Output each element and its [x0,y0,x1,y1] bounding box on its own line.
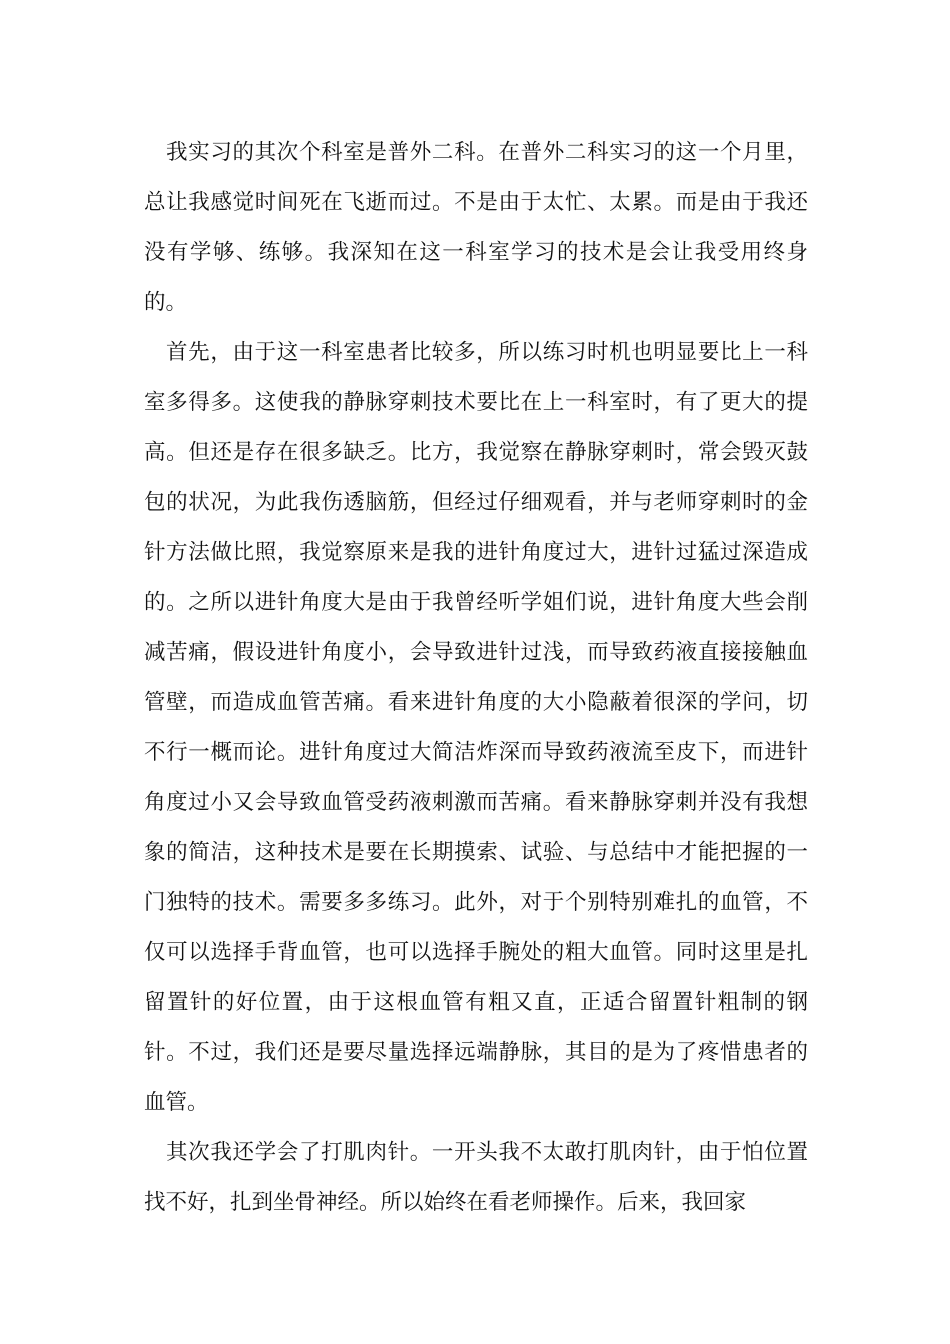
paragraph-1: 我实习的其次个科室是普外二科。在普外二科实习的这一个月里，总让我感觉时间死在飞逝而过。不是由于太忙、太累。而是由于我还没有学够、练够。我深知在这一科室学习的技术是会让我受用终身的。 [144,140,808,315]
paragraph-3: 其次我还学会了打肌肉针。一开头我不太敢打肌肉针，由于怕位置找不好，扎到坐骨神经。所以始终在看老师操作。后来，我回家 [144,1140,808,1215]
paragraph-2: 首先，由于这一科室患者比较多，所以练习时机也明显要比上一科室多得多。这使我的静脉穿刺技术要比在上一科室时，有了更大的提高。但还是存在很多缺乏。比方，我觉察在静脉穿刺时，常会毁灭鼓包的状况，为此我伤透脑筋，但经过仔细观看，并与老师穿刺时的金针方法做比照，我觉察原来是我的进针角度过大，进针过猛过深造成的。之所以进针角度大是由于我曾经听学姐们说，进针角度大些会削减苦痛，假设进针角度小，会导致进针过浅，而导致药液直接接触血管壁，而造成血管苦痛。看来进针角度的大小隐蔽着很深的学问，切不行一概而论。进针角度过大简洁炸深而导致药液流至皮下，而进针角度过小又会导致血管受药液刺激而苦痛。看来静脉穿刺并没有我想象的简洁，这种技术是要在长期摸索、试验、与总结中才能把握的一门独特的技术。需要多多练习。此外，对于个别特别难扎的血管，不仅可以选择手背血管，也可以选择手腕处的粗大血管。同时这里是扎留置针的好位置，由于这根血管有粗又直，正适合留置针粗制的钢针。不过，我们还是要尽量选择远端静脉，其目的是为了疼惜患者的血管。 [144,340,808,1115]
document-body [144,128,808,1228]
